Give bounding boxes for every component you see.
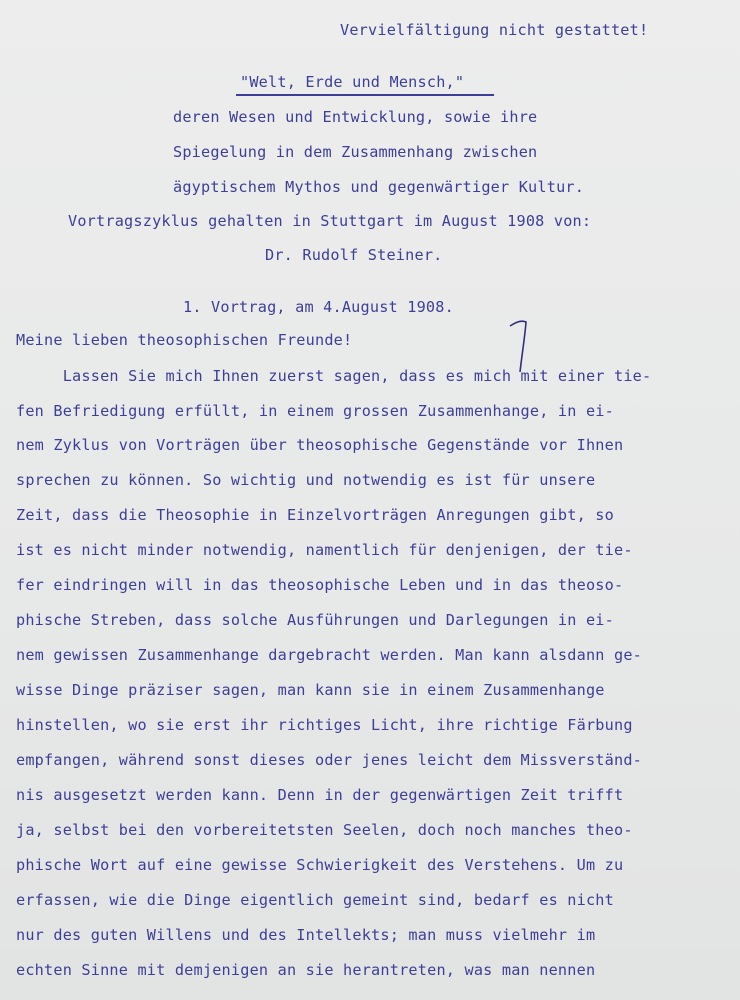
body-line: erfassen, wie die Dinge eigentlich gemeint sind, bedarf es nicht	[16, 891, 614, 909]
body-line: hinstellen, wo sie erst ihr richtiges Licht, ihre richtige Färbung	[16, 716, 633, 734]
subtitle-line: ägyptischem Mythos und gegenwärtiger Kultur.	[173, 178, 585, 196]
lecture-heading: 1. Vortrag, am 4.August 1908.	[183, 298, 454, 316]
title-underline	[236, 94, 494, 96]
body-line: ja, selbst bei den vorbereitetsten Seelen, doch noch manches theo-	[16, 821, 633, 839]
body-line: phische Streben, dass solche Ausführungen und Darlegungen in ei-	[16, 611, 614, 629]
body-line: nem gewissen Zusammenhange dargebracht werden. Man kann alsdann ge-	[16, 646, 643, 664]
subtitle-line: Vortragszyklus gehalten in Stuttgart im August 1908 von:	[68, 212, 592, 230]
body-line: nem Zyklus von Vorträgen über theosophische Gegenstände vor Ihnen	[16, 436, 624, 454]
greeting: Meine lieben theosophischen Freunde!	[16, 331, 353, 349]
body-line: Lassen Sie mich Ihnen zuerst sagen, dass es mich mit einer tie-	[16, 367, 652, 385]
body-line: ist es nicht minder notwendig, namentlich für denjenigen, der tie-	[16, 541, 633, 559]
document-title: "Welt, Erde und Mensch,"	[240, 73, 465, 91]
body-line: phische Wort auf eine gewisse Schwierigkeit des Verstehens. Um zu	[16, 856, 624, 874]
body-line: fer eindringen will in das theosophische Leben und in das theoso-	[16, 576, 624, 594]
subtitle-line: deren Wesen und Entwicklung, sowie ihre	[173, 108, 538, 126]
body-line: nur des guten Willens und des Intellekts; man muss vielmehr im	[16, 926, 596, 944]
body-line: Zeit, dass die Theosophie in Einzelvorträgen Anregungen gibt, so	[16, 506, 614, 524]
body-line: nis ausgesetzt werden kann. Denn in der gegenwärtigen Zeit trifft	[16, 786, 624, 804]
copy-notice: Vervielfältigung nicht gestattet!	[340, 21, 649, 39]
author-line: Dr. Rudolf Steiner.	[265, 246, 443, 264]
subtitle-line: Spiegelung in dem Zusammenhang zwischen	[173, 143, 538, 161]
body-line: wisse Dinge präziser sagen, man kann sie in einem Zusammenhange	[16, 681, 605, 699]
body-line: sprechen zu können. So wichtig und notwendig es ist für unsere	[16, 471, 596, 489]
body-line: fen Befriedigung erfüllt, in einem grossen Zusammenhange, in ei-	[16, 402, 614, 420]
body-line: empfangen, während sonst dieses oder jenes leicht dem Missverständ-	[16, 751, 643, 769]
body-line: echten Sinne mit demjenigen an sie herantreten, was man nennen	[16, 961, 596, 979]
